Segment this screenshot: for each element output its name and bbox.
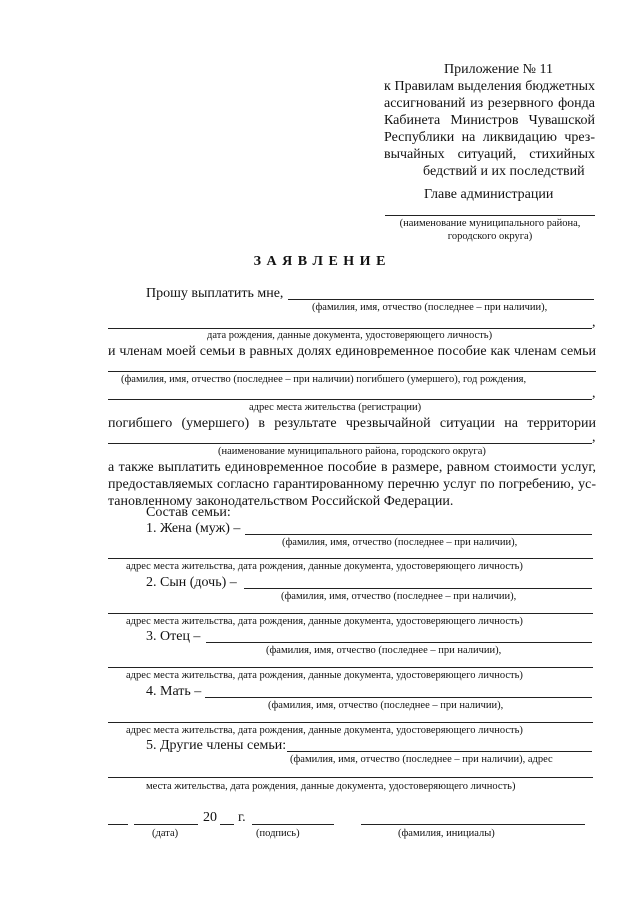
member-3-label: 3. Отец – [146, 629, 201, 644]
family-members-text: и членам моей семьи в равных долях единовременное пособие как членам семьи [108, 344, 596, 359]
date-day-line [108, 824, 128, 825]
deceased-line [108, 371, 596, 372]
member-4-addr-line [108, 722, 593, 723]
addressee-caption-1: (наименование муниципального района, [399, 218, 581, 229]
member-5-fio-caption: (фамилия, имя, отчество (последнее – при наличии), адрес [290, 754, 553, 765]
member-1-addr-caption: адрес места жительства, дата рождения, данные документа, удостоверяющего личность) [126, 561, 523, 572]
comma-1: , [592, 315, 596, 330]
request-text: Прошу выплатить мне, [146, 286, 284, 301]
family-heading: Состав семьи: [146, 505, 231, 520]
date-caption: (дата) [152, 828, 179, 839]
member-3-fio-caption: (фамилия, имя, отчество (последнее – при наличии), [266, 645, 502, 656]
date-month-line [134, 824, 198, 825]
addressee-line [385, 215, 595, 216]
year-prefix: 20 [203, 810, 217, 825]
appendix-number: Приложение № 11 [444, 62, 553, 77]
deceased-caption: (фамилия, имя, отчество (последнее – при наличии) погибшего (умершего), год рождения, [121, 374, 527, 385]
comma-2: , [592, 386, 596, 401]
applicant-birth-caption: дата рождения, данные документа, удостоверяющего личность) [207, 330, 493, 341]
header-line-5: вычайных ситуаций, стихийных [384, 147, 595, 162]
member-2-addr-caption: адрес места жительства, дата рождения, данные документа, удостоверяющего личность) [126, 616, 523, 627]
extra-line-3: тановленному законодательством Российской Федерации. [108, 494, 454, 509]
applicant-fio-caption: (фамилия, имя, отчество (последнее – при наличии), [312, 302, 548, 313]
member-1-fio-line [245, 534, 592, 535]
page-title: З А Я В Л Е Н И Е [253, 254, 387, 269]
member-4-label: 4. Мать – [146, 684, 202, 699]
header-line-6: бедствий и их последствий [423, 164, 585, 179]
member-3-fio-line [206, 642, 592, 643]
member-3-addr-line [108, 667, 593, 668]
year-suffix: г. [238, 810, 246, 825]
year-line [220, 824, 234, 825]
member-5-fio-line [287, 751, 592, 752]
extra-line-2: предоставляемых согласно гарантированному перечню услуг по погребению, ус- [108, 477, 596, 492]
member-5-label: 5. Другие члены семьи: [146, 738, 287, 753]
applicant-birth-line [108, 328, 592, 329]
header-line-2: ассигнований из резервного фонда [384, 96, 595, 111]
member-4-fio-caption: (фамилия, имя, отчество (последнее – при наличии), [268, 700, 504, 711]
member-1-addr-line [108, 558, 593, 559]
extra-line-1: а также выплатить единовременное пособие в размере, равном стоимости услуг, [108, 460, 596, 475]
header-line-1: к Правилам выделения бюджетных [384, 79, 595, 94]
addressee-caption-2: городского округа) [447, 231, 533, 242]
member-5-addr-line [108, 777, 593, 778]
member-4-fio-line [205, 697, 592, 698]
member-2-addr-line [108, 613, 593, 614]
comma-3: , [592, 430, 596, 445]
member-1-fio-caption: (фамилия, имя, отчество (последнее – при наличии), [282, 537, 518, 548]
header-line-4: Республики на ликвидацию чрез- [384, 130, 595, 145]
residence-line [108, 399, 592, 400]
member-1-label: 1. Жена (муж) – [146, 521, 241, 536]
deceased-text: погибшего (умершего) в результате чрезвычайной ситуации на территории [108, 416, 596, 431]
signature-caption: (подпись) [256, 828, 300, 839]
member-2-label: 2. Сын (дочь) – [146, 575, 237, 590]
member-5-addr-caption: места жительства, дата рождения, данные документа, удостоверяющего личность) [146, 781, 516, 792]
name-caption: (фамилия, инициалы) [398, 828, 495, 839]
applicant-fio-line [288, 299, 594, 300]
addressee: Главе администрации [424, 187, 554, 202]
member-4-addr-caption: адрес места жительства, дата рождения, данные документа, удостоверяющего личность) [126, 725, 523, 736]
residence-caption: адрес места жительства (регистрации) [249, 402, 422, 413]
name-line [361, 824, 585, 825]
municipality-line [108, 443, 592, 444]
member-3-addr-caption: адрес места жительства, дата рождения, данные документа, удостоверяющего личность) [126, 670, 523, 681]
member-2-fio-caption: (фамилия, имя, отчество (последнее – при наличии), [281, 591, 517, 602]
signature-line [252, 824, 334, 825]
member-2-fio-line [244, 588, 592, 589]
municipality-caption: (наименование муниципального района, городского округа) [218, 446, 486, 457]
header-line-3: Кабинета Министров Чувашской [384, 113, 595, 128]
